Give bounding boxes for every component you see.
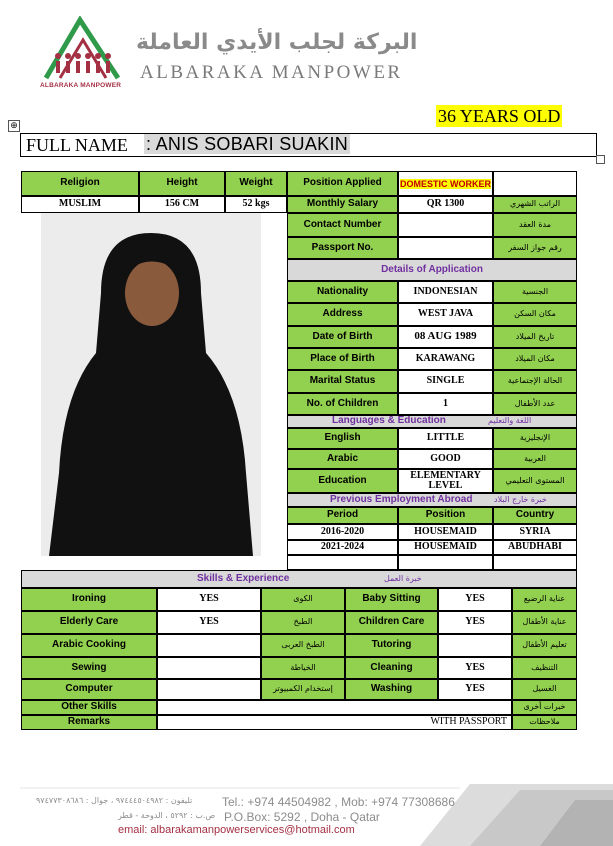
skill-label: Tutoring <box>345 634 438 657</box>
salary-value: QR 1300 <box>398 196 493 213</box>
skill-label: Children Care <box>345 611 438 634</box>
position-applied-cell <box>398 171 493 196</box>
skill-value: YES <box>157 611 261 634</box>
children-arabic: عدد الأطفال <box>493 393 577 415</box>
passport-arabic: رقم جواز السفر <box>493 237 577 259</box>
age-badge: 36 YEARS OLD <box>438 106 561 126</box>
skill-value: YES <box>438 588 512 611</box>
education-arabic: المستوى التعليمي <box>493 469 577 493</box>
height-label: Height <box>139 171 225 196</box>
employment-empty-cell <box>493 555 577 570</box>
skill-arabic: الطبخ العربى <box>261 634 345 657</box>
religion-value: MUSLIM <box>21 196 139 213</box>
footer-email-link[interactable]: email: albarakamanpowerservices@hotmail.com <box>118 824 355 836</box>
salary-arabic: الراتب الشهري <box>493 196 577 213</box>
nationality-label: Nationality <box>287 281 398 303</box>
skill-label: Computer <box>21 679 157 700</box>
marital-value: SINGLE <box>398 370 493 393</box>
weight-value: 52 kgs <box>225 196 287 213</box>
skill-label: Washing <box>345 679 438 700</box>
skill-value: YES <box>438 679 512 700</box>
footer-arabic-phones: تليفون : ٩٧٤٤٤٥٠٤٩٨٢ ، جوال : ٩٧٤٧٧٣٠٨٦٨٦ <box>36 796 193 805</box>
education-value: ELEMENTARY LEVEL <box>398 469 493 493</box>
skill-arabic: الخياطة <box>261 657 345 679</box>
nationality-value: INDONESIAN <box>398 281 493 303</box>
full-name-value: : ANIS SOBARI SUAKIN <box>146 134 349 154</box>
employment-period: 2016-2020 <box>287 524 398 540</box>
footer-tel: Tel.: +974 44504982 , Mob: +974 77308686 <box>222 795 455 809</box>
move-anchor-icon[interactable]: ⊕ <box>8 120 20 132</box>
skill-label: Cleaning <box>345 657 438 679</box>
other-skills-value <box>157 700 512 715</box>
pob-value: KARAWANG <box>398 348 493 370</box>
skill-value: YES <box>438 657 512 679</box>
children-label: No. of Children <box>287 393 398 415</box>
education-label: Education <box>287 469 398 493</box>
position-header: Position <box>398 507 493 524</box>
skills-section-title: Skills & Experience <box>197 573 290 584</box>
skill-value <box>157 634 261 657</box>
blank-cell <box>493 171 577 196</box>
employment-country: SYRIA <box>493 524 577 540</box>
english-arabic: الإنجليزية <box>493 428 577 449</box>
candidate-photo <box>41 213 261 556</box>
employment-period: 2021-2024 <box>287 540 398 555</box>
height-value: 156 CM <box>139 196 225 213</box>
employment-section-title-arabic: خبرة خارج البلاد <box>494 495 547 504</box>
dob-arabic: تاريخ الميلاد <box>493 326 577 348</box>
address-value: WEST JAVA <box>398 303 493 326</box>
address-label: Address <box>287 303 398 326</box>
footer-po-box: P.O.Box: 5292 , Doha - Qatar <box>224 810 380 824</box>
skill-label: Sewing <box>21 657 157 679</box>
employment-position: HOUSEMAID <box>398 540 493 555</box>
resize-handle-icon[interactable] <box>596 155 605 164</box>
company-logo-icon <box>40 16 126 86</box>
dob-value: 08 AUG 1989 <box>398 326 493 348</box>
contact-value <box>398 213 493 237</box>
skill-arabic: الكوى <box>261 588 345 611</box>
skill-arabic: إستخدام الكمبيوتر <box>261 679 345 700</box>
children-value: 1 <box>398 393 493 415</box>
employment-section-title-row <box>287 493 577 507</box>
english-value: LITTLE <box>398 428 493 449</box>
remarks-value: WITH PASSPORT <box>157 715 512 730</box>
salary-label: Monthly Salary <box>287 196 398 213</box>
religion-label: Religion <box>21 171 139 196</box>
arabic-value: GOOD <box>398 449 493 469</box>
country-header: Country <box>493 507 577 524</box>
languages-section-title: Languages & Education <box>332 415 446 426</box>
nationality-arabic: الجنسية <box>493 281 577 303</box>
skill-arabic: الغسيل <box>512 679 577 700</box>
arabic-label: Arabic <box>287 449 398 469</box>
remarks-arabic: ملاحظات <box>512 715 577 730</box>
skill-label: Baby Sitting <box>345 588 438 611</box>
candidate-silhouette-icon <box>41 213 261 556</box>
marital-arabic: الحالة الإجتماعية <box>493 370 577 393</box>
skill-label: Elderly Care <box>21 611 157 634</box>
skill-value: YES <box>438 611 512 634</box>
skill-arabic: عناية الرضيع <box>512 588 577 611</box>
marital-label: Marital Status <box>287 370 398 393</box>
brand-arabic: البركة لجلب الأيدي العاملة <box>136 30 418 55</box>
skills-section-title-row <box>21 570 577 588</box>
period-header: Period <box>287 507 398 524</box>
logo-caption: ALBARAKA MANPOWER <box>40 82 122 89</box>
contact-label: Contact Number <box>287 213 398 237</box>
skill-arabic: الطبخ <box>261 611 345 634</box>
skill-value <box>157 657 261 679</box>
employment-empty-cell <box>287 555 398 570</box>
passport-value <box>398 237 493 259</box>
position-applied-value: DOMESTIC WORKER <box>400 178 491 189</box>
employment-position: HOUSEMAID <box>398 524 493 540</box>
pob-arabic: مكان الميلاد <box>493 348 577 370</box>
skill-value <box>157 679 261 700</box>
dob-label: Date of Birth <box>287 326 398 348</box>
languages-section-title-row <box>287 415 577 428</box>
full-name-label: FULL NAME <box>26 135 128 155</box>
skill-label: Ironing <box>21 588 157 611</box>
footer-arabic-po: ص.ب : ٥٢٩٢ ، الدوحة - قطر <box>118 811 216 820</box>
skill-arabic: التنظيف <box>512 657 577 679</box>
address-arabic: مكان السكن <box>493 303 577 326</box>
other-skills-arabic: خبرات أخرى <box>512 700 577 715</box>
passport-label: Passport No. <box>287 237 398 259</box>
employment-section-title: Previous Employment Abroad <box>330 494 473 505</box>
skill-value <box>438 634 512 657</box>
contact-arabic: مدة العقد <box>493 213 577 237</box>
skill-arabic: تعليم الأطفال <box>512 634 577 657</box>
remarks-label: Remarks <box>21 715 157 730</box>
pob-label: Place of Birth <box>287 348 398 370</box>
position-applied-label: Position Applied <box>287 171 398 196</box>
other-skills-label: Other Skills <box>21 700 157 715</box>
skills-section-title-arabic: خبرة العمل <box>384 574 422 583</box>
weight-label: Weight <box>225 171 287 196</box>
languages-section-title-arabic: اللغة والتعليم <box>488 416 532 425</box>
arabic-arabic: العربية <box>493 449 577 469</box>
details-section-title: Details of Application <box>287 259 577 281</box>
brand-english: ALBARAKA MANPOWER <box>140 62 403 83</box>
skill-label: Arabic Cooking <box>21 634 157 657</box>
skill-arabic: عناية الأطفال <box>512 611 577 634</box>
skill-value: YES <box>157 588 261 611</box>
english-label: English <box>287 428 398 449</box>
employment-empty-cell <box>398 555 493 570</box>
employment-country: ABUDHABI <box>493 540 577 555</box>
